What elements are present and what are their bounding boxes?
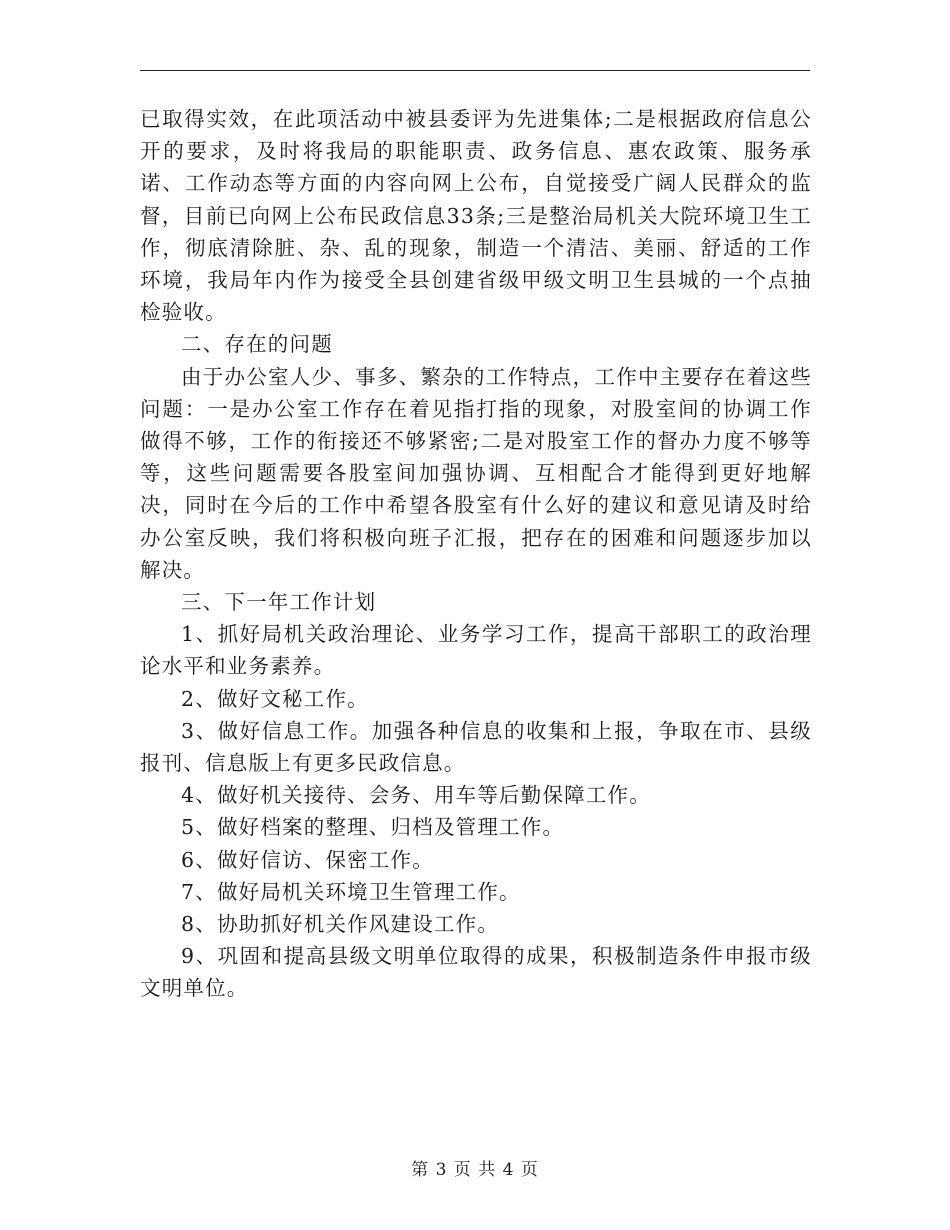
plan-item-1: 1、抓好局机关政治理论、业务学习工作，提高干部职工的政治理论水平和业务素养。 xyxy=(140,622,812,679)
section-heading-problems: 二、存在的问题 xyxy=(181,332,333,357)
header-rule xyxy=(140,70,810,71)
plan-item-7: 7、做好局机关环境卫生管理工作。 xyxy=(181,879,521,904)
plan-item-4: 4、做好机关接待、会务、用车等后勤保障工作。 xyxy=(181,783,651,808)
page-number-footer: 第 3 页 共 4 页 xyxy=(411,1160,539,1180)
plan-item-9: 9、巩固和提高县级文明单位取得的成果，积极制造条件申报市级文明单位。 xyxy=(140,944,812,1001)
paragraph-problems: 由于办公室人少、事多、繁杂的工作特点，工作中主要存在着这些问题：一是办公室工作存在着见指打指的现象，对股室间的协调工作做得不够，工作的衔接还不够紧密;二是对股室工作的督办力度不够等等，这些问题需要各股室间加强协调、互相配合才能得到更好地解决，同时在今后的工作中希望各股室有什么好的建议和意见请及时给办公室反映，我们将积极向班子汇报，把存在的困难和问题逐步加以解决。 xyxy=(140,364,812,582)
plan-item-5: 5、做好档案的整理、归档及管理工作。 xyxy=(181,815,565,840)
paragraph-continuation: 已取得实效，在此项活动中被县委评为先进集体;二是根据政府信息公开的要求，及时将我局的职能职责、政务信息、惠农政策、服务承诺、工作动态等方面的内容向网上公布，自觉接受广阔人民群众的监督，目前已向网上公布民政信息33条;三是整治局机关大院环境卫生工作，彻底清除脏、杂、乱的现象，制造一个清洁、美丽、舒适的工作环境，我局年内作为接受全县创建省级甲级文明卫生县城的一个点抽检验收。 xyxy=(140,107,812,325)
document-body xyxy=(140,103,812,1005)
plan-item-3: 3、做好信息工作。加强各种信息的收集和上报，争取在市、县级报刊、信息版上有更多民政信息。 xyxy=(140,718,812,776)
plan-item-8: 8、协助抓好机关作风建设工作。 xyxy=(181,912,500,937)
plan-item-2: 2、做好文秘工作。 xyxy=(181,686,369,711)
plan-item-6: 6、做好信访、保密工作。 xyxy=(181,847,434,872)
section-heading-plan: 三、下一年工作计划 xyxy=(181,590,377,615)
